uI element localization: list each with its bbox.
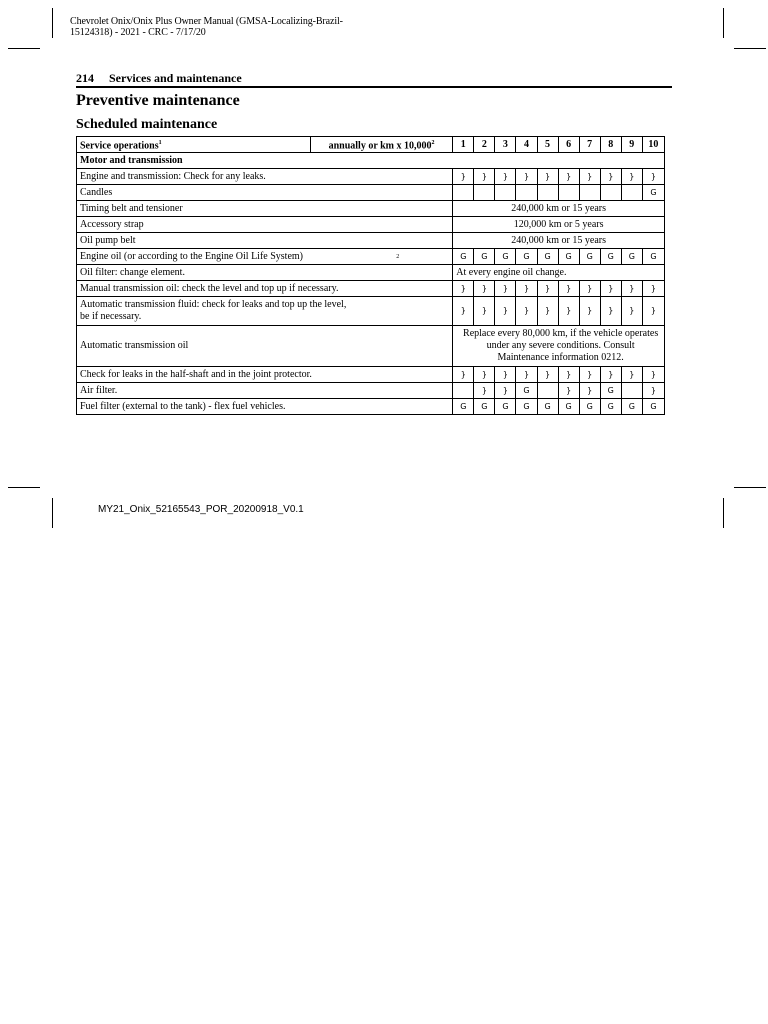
section-name: Services and maintenance (109, 71, 242, 85)
interval-mark: } (558, 169, 579, 185)
interval-mark: G (600, 383, 621, 399)
header-interval-column: 4 (516, 137, 537, 153)
interval-mark: } (600, 367, 621, 383)
interval-mark: } (558, 367, 579, 383)
interval-mark: } (579, 367, 600, 383)
header-interval-column: 5 (537, 137, 558, 153)
interval-mark: } (537, 169, 558, 185)
document-header (70, 16, 343, 38)
table-row (77, 169, 665, 185)
interval-mark: } (558, 383, 579, 399)
footnote-marker: 2 (431, 140, 435, 146)
interval-mark (453, 383, 474, 399)
table-row (77, 281, 665, 297)
interval-mark: } (537, 281, 558, 297)
row-label-text: Oil filter: change element. (80, 266, 185, 278)
interval-mark: } (621, 297, 642, 326)
crop-mark (723, 498, 724, 528)
table-row (77, 185, 665, 201)
footnote-marker: 2 (396, 253, 400, 260)
interval-mark (537, 185, 558, 201)
interval-mark: } (474, 169, 495, 185)
interval-mark: } (642, 297, 664, 326)
page-subtitle: Scheduled maintenance (76, 117, 218, 132)
interval-mark: } (579, 281, 600, 297)
table-row (77, 201, 665, 217)
interval-mark: G (537, 399, 558, 415)
interval-mark: } (453, 367, 474, 383)
running-head (76, 71, 242, 86)
table-row (77, 383, 665, 399)
interval-mark: } (495, 367, 516, 383)
interval-mark: } (600, 281, 621, 297)
interval-note-line: under any severe conditions. Consult (486, 340, 635, 352)
interval-mark: G (558, 399, 579, 415)
interval-mark: } (579, 297, 600, 326)
row-label-line: Automatic transmission fluid: check for leaks and top up the level, (80, 299, 347, 311)
interval-mark: G (579, 249, 600, 265)
interval-mark: } (495, 383, 516, 399)
interval-mark: } (642, 169, 664, 185)
interval-mark: G (495, 249, 516, 265)
interval-mark: } (558, 297, 579, 326)
document-header-line1: Chevrolet Onix/Onix Plus Owner Manual (GMSA-Localizing-Brazil- (70, 16, 343, 27)
row-label-text: Automatic transmission oil (80, 340, 189, 352)
interval-mark: } (579, 383, 600, 399)
interval-mark (474, 185, 495, 201)
page-number: 214 (76, 71, 94, 85)
row-label-text: Candles (80, 186, 113, 198)
interval-mark: } (495, 169, 516, 185)
row-label-text: Check for leaks in the half-shaft and in the joint protector. (80, 368, 312, 380)
row-label (77, 201, 453, 217)
header-interval (310, 137, 452, 153)
crop-mark (734, 48, 766, 49)
interval-mark: G (558, 249, 579, 265)
interval-mark: } (537, 297, 558, 326)
row-label (77, 249, 453, 265)
interval-mark: } (495, 281, 516, 297)
interval-mark: G (621, 249, 642, 265)
table-section-row (77, 153, 665, 169)
interval-mark: } (474, 367, 495, 383)
interval-mark: } (621, 169, 642, 185)
header-interval-column: 3 (495, 137, 516, 153)
row-label-text: Accessory strap (80, 218, 144, 230)
header-interval-column: 10 (642, 137, 664, 153)
interval-mark: } (453, 169, 474, 185)
interval-mark: } (642, 383, 664, 399)
table-row (77, 249, 665, 265)
row-label (77, 217, 453, 233)
row-label (77, 281, 453, 297)
crop-mark (734, 487, 766, 488)
header-service-operations (77, 137, 311, 153)
row-label-line: be if necessary. (80, 311, 142, 323)
interval-mark: G (516, 399, 537, 415)
footnote-marker: 1 (158, 140, 162, 146)
interval-mark: } (600, 297, 621, 326)
interval-mark: G (600, 249, 621, 265)
interval-mark: G (453, 399, 474, 415)
row-label (77, 265, 453, 281)
interval-mark: G (495, 399, 516, 415)
interval-mark (600, 185, 621, 201)
interval-mark: G (537, 249, 558, 265)
interval-mark: G (474, 399, 495, 415)
row-label-text: Timing belt and tensioner (80, 202, 183, 214)
interval-mark: G (579, 399, 600, 415)
interval-mark: G (516, 249, 537, 265)
row-label (77, 185, 453, 201)
table-row (77, 326, 665, 367)
interval-mark: } (474, 281, 495, 297)
interval-mark: } (516, 367, 537, 383)
interval-mark: } (579, 169, 600, 185)
interval-mark: G (642, 249, 664, 265)
header-interval-column: 8 (600, 137, 621, 153)
interval-mark (537, 383, 558, 399)
interval-span: At every engine oil change. (453, 265, 665, 281)
interval-note-line: Replace every 80,000 km, if the vehicle operates (463, 328, 659, 340)
table-row (77, 265, 665, 281)
document-footer: MY21_Onix_52165543_POR_20200918_V0.1 (98, 504, 304, 515)
interval-mark (621, 185, 642, 201)
interval-mark: } (453, 297, 474, 326)
table-row (77, 217, 665, 233)
interval-mark (453, 185, 474, 201)
row-label-text: Manual transmission oil: check the level and top up if necessary. (80, 282, 339, 294)
interval-mark: } (474, 383, 495, 399)
header-service-label: Service operations (80, 140, 159, 152)
crop-mark (8, 487, 40, 488)
header-interval-column: 6 (558, 137, 579, 153)
interval-span: 240,000 km or 15 years (453, 233, 665, 249)
row-label (77, 169, 453, 185)
row-label-text: Fuel filter (external to the tank) - flex fuel vehicles. (80, 400, 286, 412)
interval-mark: G (642, 399, 664, 415)
row-label (77, 383, 453, 399)
interval-mark: G (516, 383, 537, 399)
interval-mark: } (621, 367, 642, 383)
header-interval-column: 7 (579, 137, 600, 153)
interval-mark (516, 185, 537, 201)
interval-mark: } (642, 281, 664, 297)
interval-span: 120,000 km or 5 years (453, 217, 665, 233)
row-label (77, 297, 453, 326)
header-interval-column: 2 (474, 137, 495, 153)
interval-span: 240,000 km or 15 years (453, 201, 665, 217)
interval-mark: } (516, 297, 537, 326)
header-rule (76, 86, 672, 88)
interval-mark: } (453, 281, 474, 297)
header-interval-column: 1 (453, 137, 474, 153)
header-interval-column: 9 (621, 137, 642, 153)
interval-mark: } (600, 169, 621, 185)
interval-mark: } (474, 297, 495, 326)
interval-mark: } (495, 297, 516, 326)
interval-mark (558, 185, 579, 201)
table-header-row (77, 137, 665, 153)
interval-mark (621, 383, 642, 399)
interval-mark: G (600, 399, 621, 415)
interval-mark: } (516, 169, 537, 185)
row-label (77, 233, 453, 249)
interval-mark: } (516, 281, 537, 297)
interval-mark: G (621, 399, 642, 415)
header-interval-label: annually or km x 10,000 (328, 140, 432, 152)
maintenance-table (76, 136, 665, 415)
interval-mark: } (642, 367, 664, 383)
row-label-text: Engine oil (or according to the Engine Oil Life System) (80, 250, 303, 262)
interval-mark: G (642, 185, 664, 201)
row-label-text: Engine and transmission: Check for any leaks. (80, 170, 266, 182)
interval-mark (579, 185, 600, 201)
table-row (77, 233, 665, 249)
row-label-text: Oil pump belt (80, 234, 136, 246)
document-header-line2: 15124318) - 2021 - CRC - 7/17/20 (70, 27, 206, 38)
interval-mark: G (474, 249, 495, 265)
interval-mark: G (453, 249, 474, 265)
row-label (77, 367, 453, 383)
interval-note (453, 326, 665, 367)
interval-mark: } (537, 367, 558, 383)
crop-mark (8, 48, 40, 49)
table-row (77, 399, 665, 415)
interval-mark: } (621, 281, 642, 297)
interval-note-line: Maintenance information 0212. (497, 352, 624, 364)
section-heading: Motor and transmission (77, 153, 665, 169)
crop-mark (723, 8, 724, 38)
row-label (77, 399, 453, 415)
crop-mark (52, 498, 53, 528)
crop-mark (52, 8, 53, 38)
row-label-text: Air filter. (80, 384, 118, 396)
table-row (77, 367, 665, 383)
row-label (77, 326, 453, 367)
interval-mark: } (558, 281, 579, 297)
table-row (77, 297, 665, 326)
page-title: Preventive maintenance (76, 92, 240, 109)
interval-mark (495, 185, 516, 201)
